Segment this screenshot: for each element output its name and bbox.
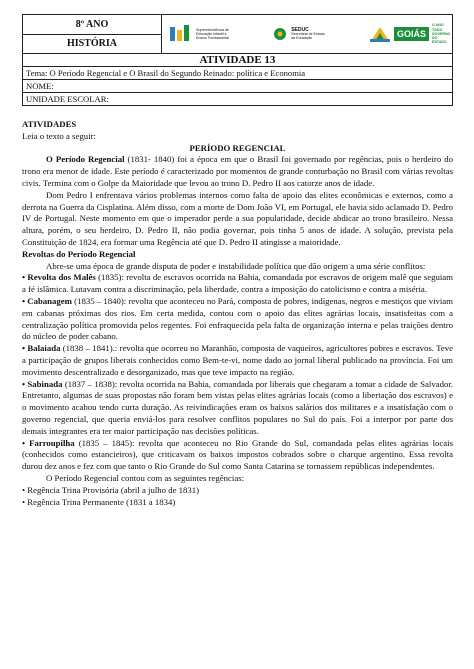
revolta-text: (1835 – 1845): revolta que aconteceu no Rio Grande do Sul, comandada pelas elites agrárias locais (conhecidos como estancieiros), que criticavam os baixos impostos cobrados sobre o charque argentino. Essa revolta durou dez anos e fez com que tanto o Rio Grande do Sul como Santa Catarina se tornassem repúblicas independentes. — [22, 437, 454, 472]
revoltas-intro: Abre-se uma época de grande disputa de poder e instabilidade política que dão origem a uma série conflitos: — [46, 260, 426, 271]
goias-label: GOIÁS — [394, 27, 429, 41]
sup-logo — [168, 24, 229, 44]
worksheet-page — [22, 14, 453, 508]
revolta-text: (1835 – 1840): revolta que aconteceu no Pará, composta de pobres, indígenas, negros e mestiços que viviam em cabanas próximas dos rios. Em certa medida, contou com o apoio das elites agrárias locais, insatisfeitas com a centralização política promovida pelos regentes. Foi enfraquecida pela falta de organização interna e pelas traições dentro do núcleo de poder cabano. — [22, 295, 453, 342]
sup-line-1: Superintendência de — [196, 27, 229, 32]
atividades-heading: ATIVIDADES — [22, 119, 77, 129]
paragraph-1 — [22, 154, 453, 189]
slogan-sub: GOVERNO DO ESTADO — [431, 31, 451, 45]
nome-field[interactable]: NOME: — [23, 80, 453, 93]
activity-title: ATIVIDADE 13 — [23, 54, 453, 67]
subject-label: HISTÓRIA — [23, 34, 161, 53]
revolta-name: • Revolta dos Malês — [22, 272, 96, 283]
goias-flag-icon — [369, 25, 391, 43]
seduc-label: SEDUC — [291, 26, 309, 33]
header-table — [22, 14, 453, 106]
term-periodo-regencial: O Período Regencial — [46, 154, 125, 165]
goias-logo — [369, 23, 451, 45]
sup-line-2: Educação Infantil e — [196, 31, 227, 36]
seduc-emblem-icon — [273, 27, 287, 41]
grade-subject-cell — [23, 15, 162, 54]
logo-cell — [162, 15, 453, 54]
tema-line: Tema: O Período Regencial e O Brasil do Segundo Reinado: política e Economia — [23, 67, 453, 80]
regencia-item: • Regência Trina Provisória (abril a julho de 1831) — [22, 484, 200, 495]
revolta-text: (1835): revolta de escravos ocorrida na Bahia, comandada por escravos de origem malê que seguiam a fé islâmica. Lutavam contra a discriminação, pela liberdade, contra a imposição do catolicismo e contra a miséria. — [22, 272, 453, 295]
revolta-name: • Balaiada — [22, 343, 61, 354]
text-title: PERÍODO REGENCIAL — [189, 142, 286, 153]
seduc-sub-2: da Educação — [291, 36, 313, 41]
revolta-text: (1837 – 1838): revolta ocorrida na Bahia, comandada por liberais que chegaram a tomar a cidade de Salvador. Entretanto, algumas de suas propostas não foram bem vistas pelas elites agrárias locais (como a libertação dos escravos) e o movimento acabou tendo curta duração. As reivindicações eram os baixos salários dos militares e a insatisfação com o governo regencial, que queria enviá-los para resolver conflitos populares no Sul do país. Foi a interpor por parte dos demais integrantes era ter maior participação nas decisões políticas. — [22, 378, 453, 436]
regencia-item: • Regência Trina Permanente (1831 a 1834) — [22, 496, 176, 507]
revolta-name: • Cabanagem — [22, 295, 72, 306]
revolta-name: • Sabinada — [22, 378, 63, 389]
unidade-field[interactable]: UNIDADE ESCOLAR: — [23, 93, 453, 106]
instruction: Leia o texto a seguir: — [22, 130, 96, 141]
sup-line-3: Ensino Fundamental — [196, 36, 229, 41]
revoltas-heading: Revoltas do Período Regencial — [22, 248, 136, 259]
revolta-item — [22, 379, 453, 438]
sup-emblem-icon — [168, 24, 192, 44]
slogan-label: O ANO TODO — [431, 23, 444, 32]
paragraph-2: Dom Pedro I enfrentava vários problemas internos como falta de apoio das elites econômicas e externos, como a derrota na Guerra da Cisplatina. Além disso, com a morte de Dom João VI, em Portugal, ele havia sido aclamado D. Pedro IV de Portugal. Neste momento em que o imperador perde a sua popularidade, decide abdicar ao trono brasileiro. Nessa altura, porém, o seu herdeiro, D. Pedro II, não podia governar, pois tinha 5 anos de idade. A solução, prevista pela Constituição de 1824, era formar uma Regência até que D. Pedro II atingisse a maioridade. — [22, 189, 453, 247]
text-body — [22, 119, 453, 508]
revolta-item — [22, 272, 453, 296]
regencias-intro: O Período Regencial contou com as seguintes regências: — [46, 472, 245, 483]
revolta-text: (1838 – 1841).: revolta que ocorreu no Maranhão, composta de vaqueiros, agricultores pobres e escravos. Teve a participação de grupos liberais conhecidos como Bem-te-vi, nome dado ao jornal liberal publicado na província. Foi um movimento descentralizado e desorganizado, mas que teve impacto na região. — [22, 343, 453, 377]
revolta-item — [22, 438, 453, 473]
revolta-item — [22, 343, 453, 378]
grade-label: 8º ANO — [75, 18, 109, 30]
revolta-name: • Farroupilha — [22, 437, 75, 448]
seduc-logo — [273, 27, 325, 41]
seduc-sub-1: Secretaria de Estado — [291, 31, 325, 36]
paragraph-1-text: (1831- 1840) foi a época em que o Brasil foi governado por regências, pois o herdeiro do trono era menor de idade. Este período é caracterizado por momentos de grande conturbação no Brasil com várias revoltas civis. Termina com o Golpe da Maioridade que levou ao trono D. Pedro II aos catorze anos de idade. — [22, 154, 454, 188]
revolta-item — [22, 296, 453, 343]
